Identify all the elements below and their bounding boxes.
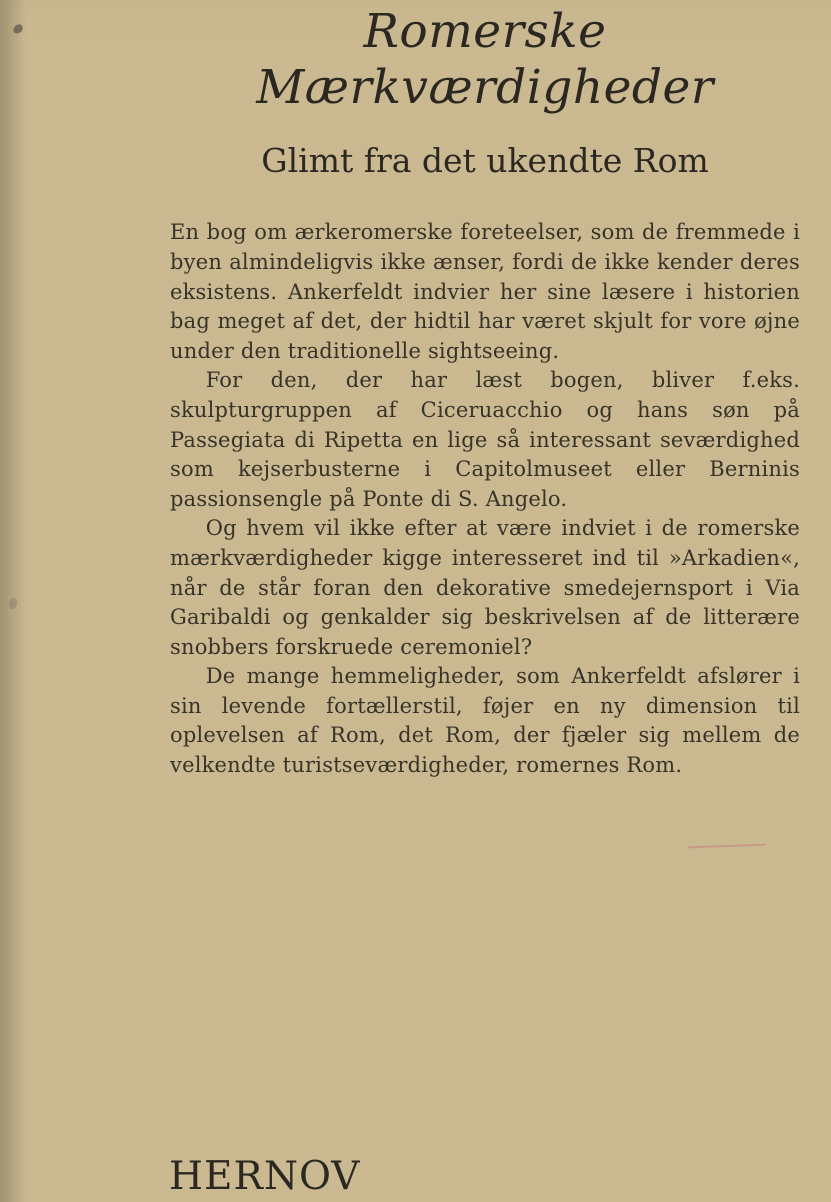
blurb-paragraph: De mange hemmeligheder, som Ankerfeldt afslører i sin levende fortællerstil, føjer en ny dimension til oplevelsen af Rom, det Rom, der fjæler sig mellem de velkendte turistseværdigheder, romernes Rom. <box>170 664 800 778</box>
scan-speck <box>8 597 19 610</box>
book-title: Romerske Mærkværdigheder <box>256 4 714 116</box>
blurb-paragraph: For den, der har læst bogen, bliver f.eks. skulpturgruppen af Ciceruacchio og hans søn på Passegiata di Ripetta en lige så interessant seværdighed som kejserbusterne i Capitolmuseet eller Berninis passionsengle på Ponte di S. Angelo. <box>170 368 800 511</box>
scan-scratch <box>688 844 766 849</box>
blurb-paragraph: En bog om ærkeromerske foreteelser, som de fremmede i byen almindeligvis ikke ænser, fordi de ikke kender deres eksistens. Ankerfeldt indvier her sine læsere i historien bag meget af det, der hidtil har været skjult for vore øjne under den traditionelle sightseeing. <box>170 220 800 363</box>
blurb-text <box>170 218 800 780</box>
publisher-name: HERNOV <box>169 1154 361 1199</box>
book-subtitle: Glimt fra det ukendte Rom <box>261 140 709 180</box>
scan-speck <box>12 23 25 35</box>
page-content <box>170 4 800 781</box>
blurb-paragraph: Og hvem vil ikke efter at være indviet i de romerske mærkværdigheder kigge interesseret ind til »Arkadien«, når de står foran den dekorative smedejernsport i Via Garibaldi og genkalder sig beskrivelsen af de litterære snobbers forskruede ceremoniel? <box>170 516 800 659</box>
